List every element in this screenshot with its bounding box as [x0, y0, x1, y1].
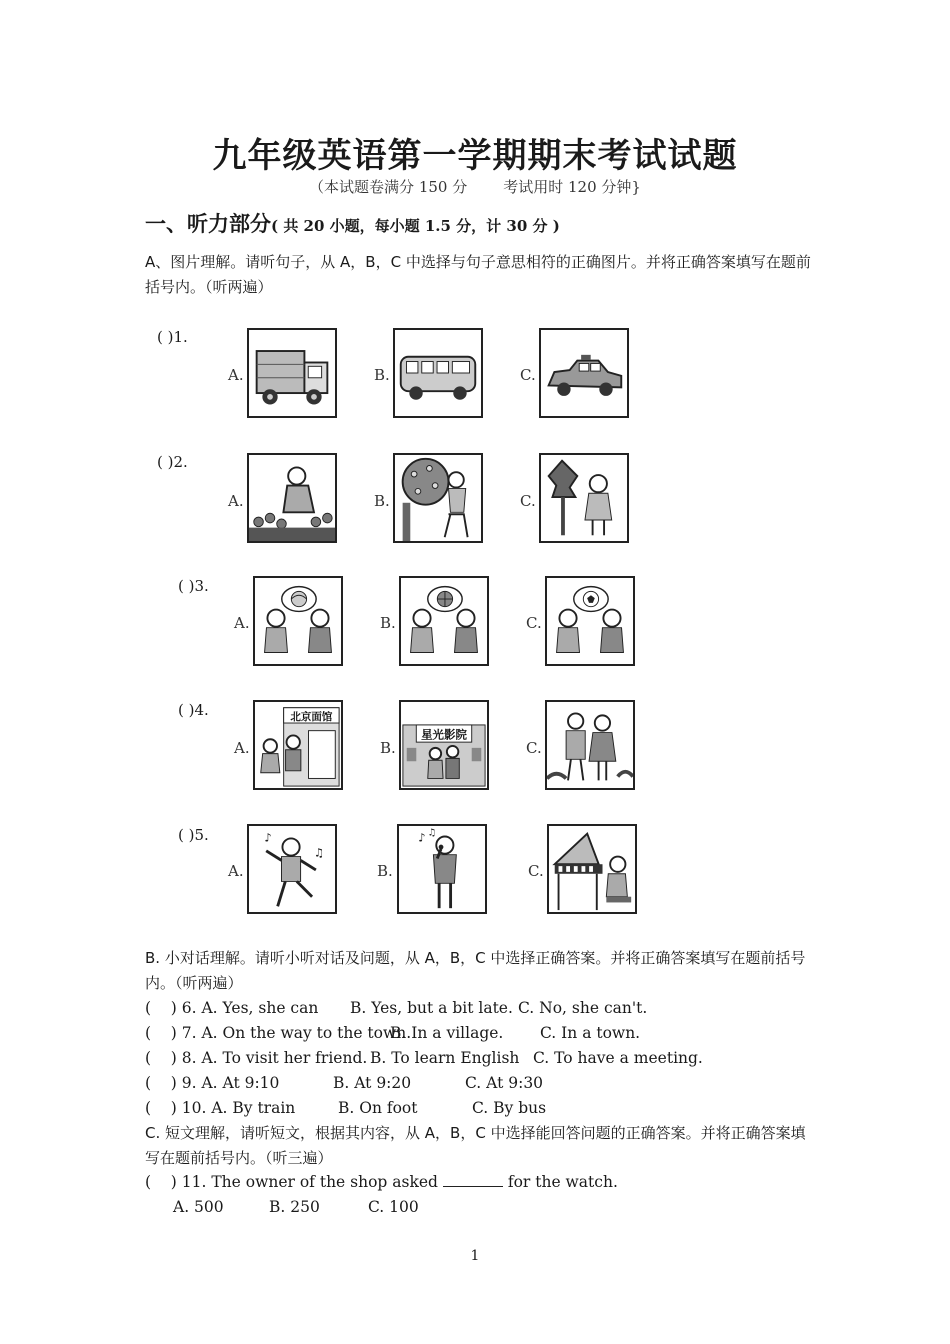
noodle-shop-icon[interactable]: [253, 700, 343, 790]
svg-text:♪: ♪: [418, 830, 426, 845]
question-8-number: ( ) 8.: [145, 1049, 197, 1067]
page-number: 1: [470, 1248, 480, 1264]
question-6-option-c: C. No, she can't.: [518, 999, 648, 1017]
option-label-5b: B.: [377, 862, 393, 880]
option-label-5a: A.: [228, 862, 244, 880]
question-7-number: ( ) 7.: [145, 1024, 197, 1042]
option-label-4a: A.: [234, 739, 250, 757]
option-label-3a: A.: [234, 614, 250, 632]
part-b-instruction: B. 小对话理解。请听小听对话及问题，从 A，B，C 中选择正确答案。并将正确答案填写在题前括号内。（听两遍）: [145, 949, 806, 992]
question-number-2: ( )2.: [157, 453, 188, 471]
kids-football-icon[interactable]: [545, 576, 635, 666]
full-score-text: （本试题卷满分 150 分: [309, 178, 468, 196]
question-11-stem-start: The owner of the shop asked: [211, 1173, 438, 1191]
question-8-option-b: B. To learn English: [370, 1049, 520, 1067]
question-10-option-c: C. By bus: [472, 1099, 547, 1117]
question-8-option-a: A. To visit her friend.: [201, 1049, 368, 1067]
svg-text:♫: ♫: [427, 827, 437, 839]
boy-piano-icon[interactable]: [547, 824, 637, 914]
question-7-option-a: A. On the way to the town.: [201, 1024, 412, 1042]
svg-text:♫: ♫: [313, 845, 325, 860]
question-number-5: ( )5.: [178, 826, 209, 844]
question-7-option-b: B. In a village.: [390, 1024, 504, 1042]
option-label-1a: A.: [228, 366, 244, 384]
option-label-1c: C.: [520, 366, 536, 384]
option-label-4b: B.: [380, 739, 396, 757]
question-9-option-a: A. At 9:10: [201, 1074, 280, 1092]
truck-icon[interactable]: [247, 328, 337, 418]
question-11-option-c: C. 100: [368, 1198, 419, 1216]
girl-tree-icon[interactable]: [539, 453, 629, 543]
question-6-option-a: A. Yes, she can: [201, 999, 319, 1017]
question-7-option-c: C. In a town.: [540, 1024, 641, 1042]
question-11: [145, 1170, 618, 1195]
part-a-instruction: A、图片理解。请听句子，从 A，B，C 中选择与句子意思相符的正确图片。并将正确答案填写在题前括号内。（听两遍）: [145, 253, 811, 296]
question-9-option-c: C. At 9:30: [465, 1074, 544, 1092]
question-9-number: ( ) 9.: [145, 1074, 197, 1092]
exam-subtitle: [0, 176, 950, 197]
question-6: [145, 996, 648, 1021]
car-icon[interactable]: [539, 328, 629, 418]
option-label-5c: C.: [528, 862, 544, 880]
option-label-3c: C.: [526, 614, 542, 632]
page-title: 九年级英语第一学期期末考试试题: [212, 136, 738, 176]
cinema-sign-text: 星光影院: [421, 727, 467, 742]
question-11-options: [173, 1195, 419, 1220]
question-10-option-b: B. On foot: [338, 1099, 418, 1117]
option-label-2a: A.: [228, 492, 244, 510]
boy-dancing-icon[interactable]: [247, 824, 337, 914]
option-label-2b: B.: [374, 492, 390, 510]
question-6-number: ( ) 6.: [145, 999, 197, 1017]
question-6-option-b: B. Yes, but a bit late.: [350, 999, 513, 1017]
kids-volleyball-icon[interactable]: [253, 576, 343, 666]
option-label-1b: B.: [374, 366, 390, 384]
option-label-2c: C.: [520, 492, 536, 510]
question-7: [145, 1021, 641, 1046]
section-heading: [145, 208, 560, 238]
time-limit-text: 考试用时 120 分钟}: [503, 178, 641, 196]
question-10: [145, 1096, 547, 1121]
question-10-number: ( ) 10.: [145, 1099, 207, 1117]
kids-basketball-icon[interactable]: [399, 576, 489, 666]
svg-text:♪: ♪: [264, 830, 272, 845]
question-8: [145, 1046, 703, 1071]
question-number-1: ( )1.: [157, 328, 188, 346]
question-10-option-a: A. By train: [211, 1099, 296, 1117]
question-11-stem-end: for the watch.: [507, 1173, 618, 1191]
answer-blank[interactable]: [443, 1172, 503, 1187]
question-number-4: ( )4.: [178, 701, 209, 719]
question-11-option-b: B. 250: [269, 1198, 320, 1216]
question-8-option-c: C. To have a meeting.: [533, 1049, 703, 1067]
boy-singing-icon[interactable]: [397, 824, 487, 914]
option-label-3b: B.: [380, 614, 396, 632]
shop-sign-text: 北京面馆: [290, 711, 333, 724]
question-11-number: ( ) 11.: [145, 1173, 207, 1191]
option-label-4c: C.: [526, 739, 542, 757]
section-note: ( 共 20 小题，每小题 1.5 分，计 30 分 ): [271, 217, 560, 235]
question-9: [145, 1071, 544, 1096]
question-number-3: ( )3.: [178, 577, 209, 595]
girl-flowers-icon[interactable]: [247, 453, 337, 543]
girl-apple-tree-icon[interactable]: [393, 453, 483, 543]
cinema-icon[interactable]: [399, 700, 489, 790]
question-11-option-a: A. 500: [173, 1198, 224, 1216]
section-title: 一、听力部分: [145, 211, 271, 236]
part-c-instruction: C. 短文理解，请听短文，根据其内容，从 A，B，C 中选择能回答问题的正确答案。并将正确答案填写在题前括号内。（听三遍）: [145, 1124, 806, 1167]
bus-icon[interactable]: [393, 328, 483, 418]
couple-walk-icon[interactable]: [545, 700, 635, 790]
question-9-option-b: B. At 9:20: [333, 1074, 412, 1092]
